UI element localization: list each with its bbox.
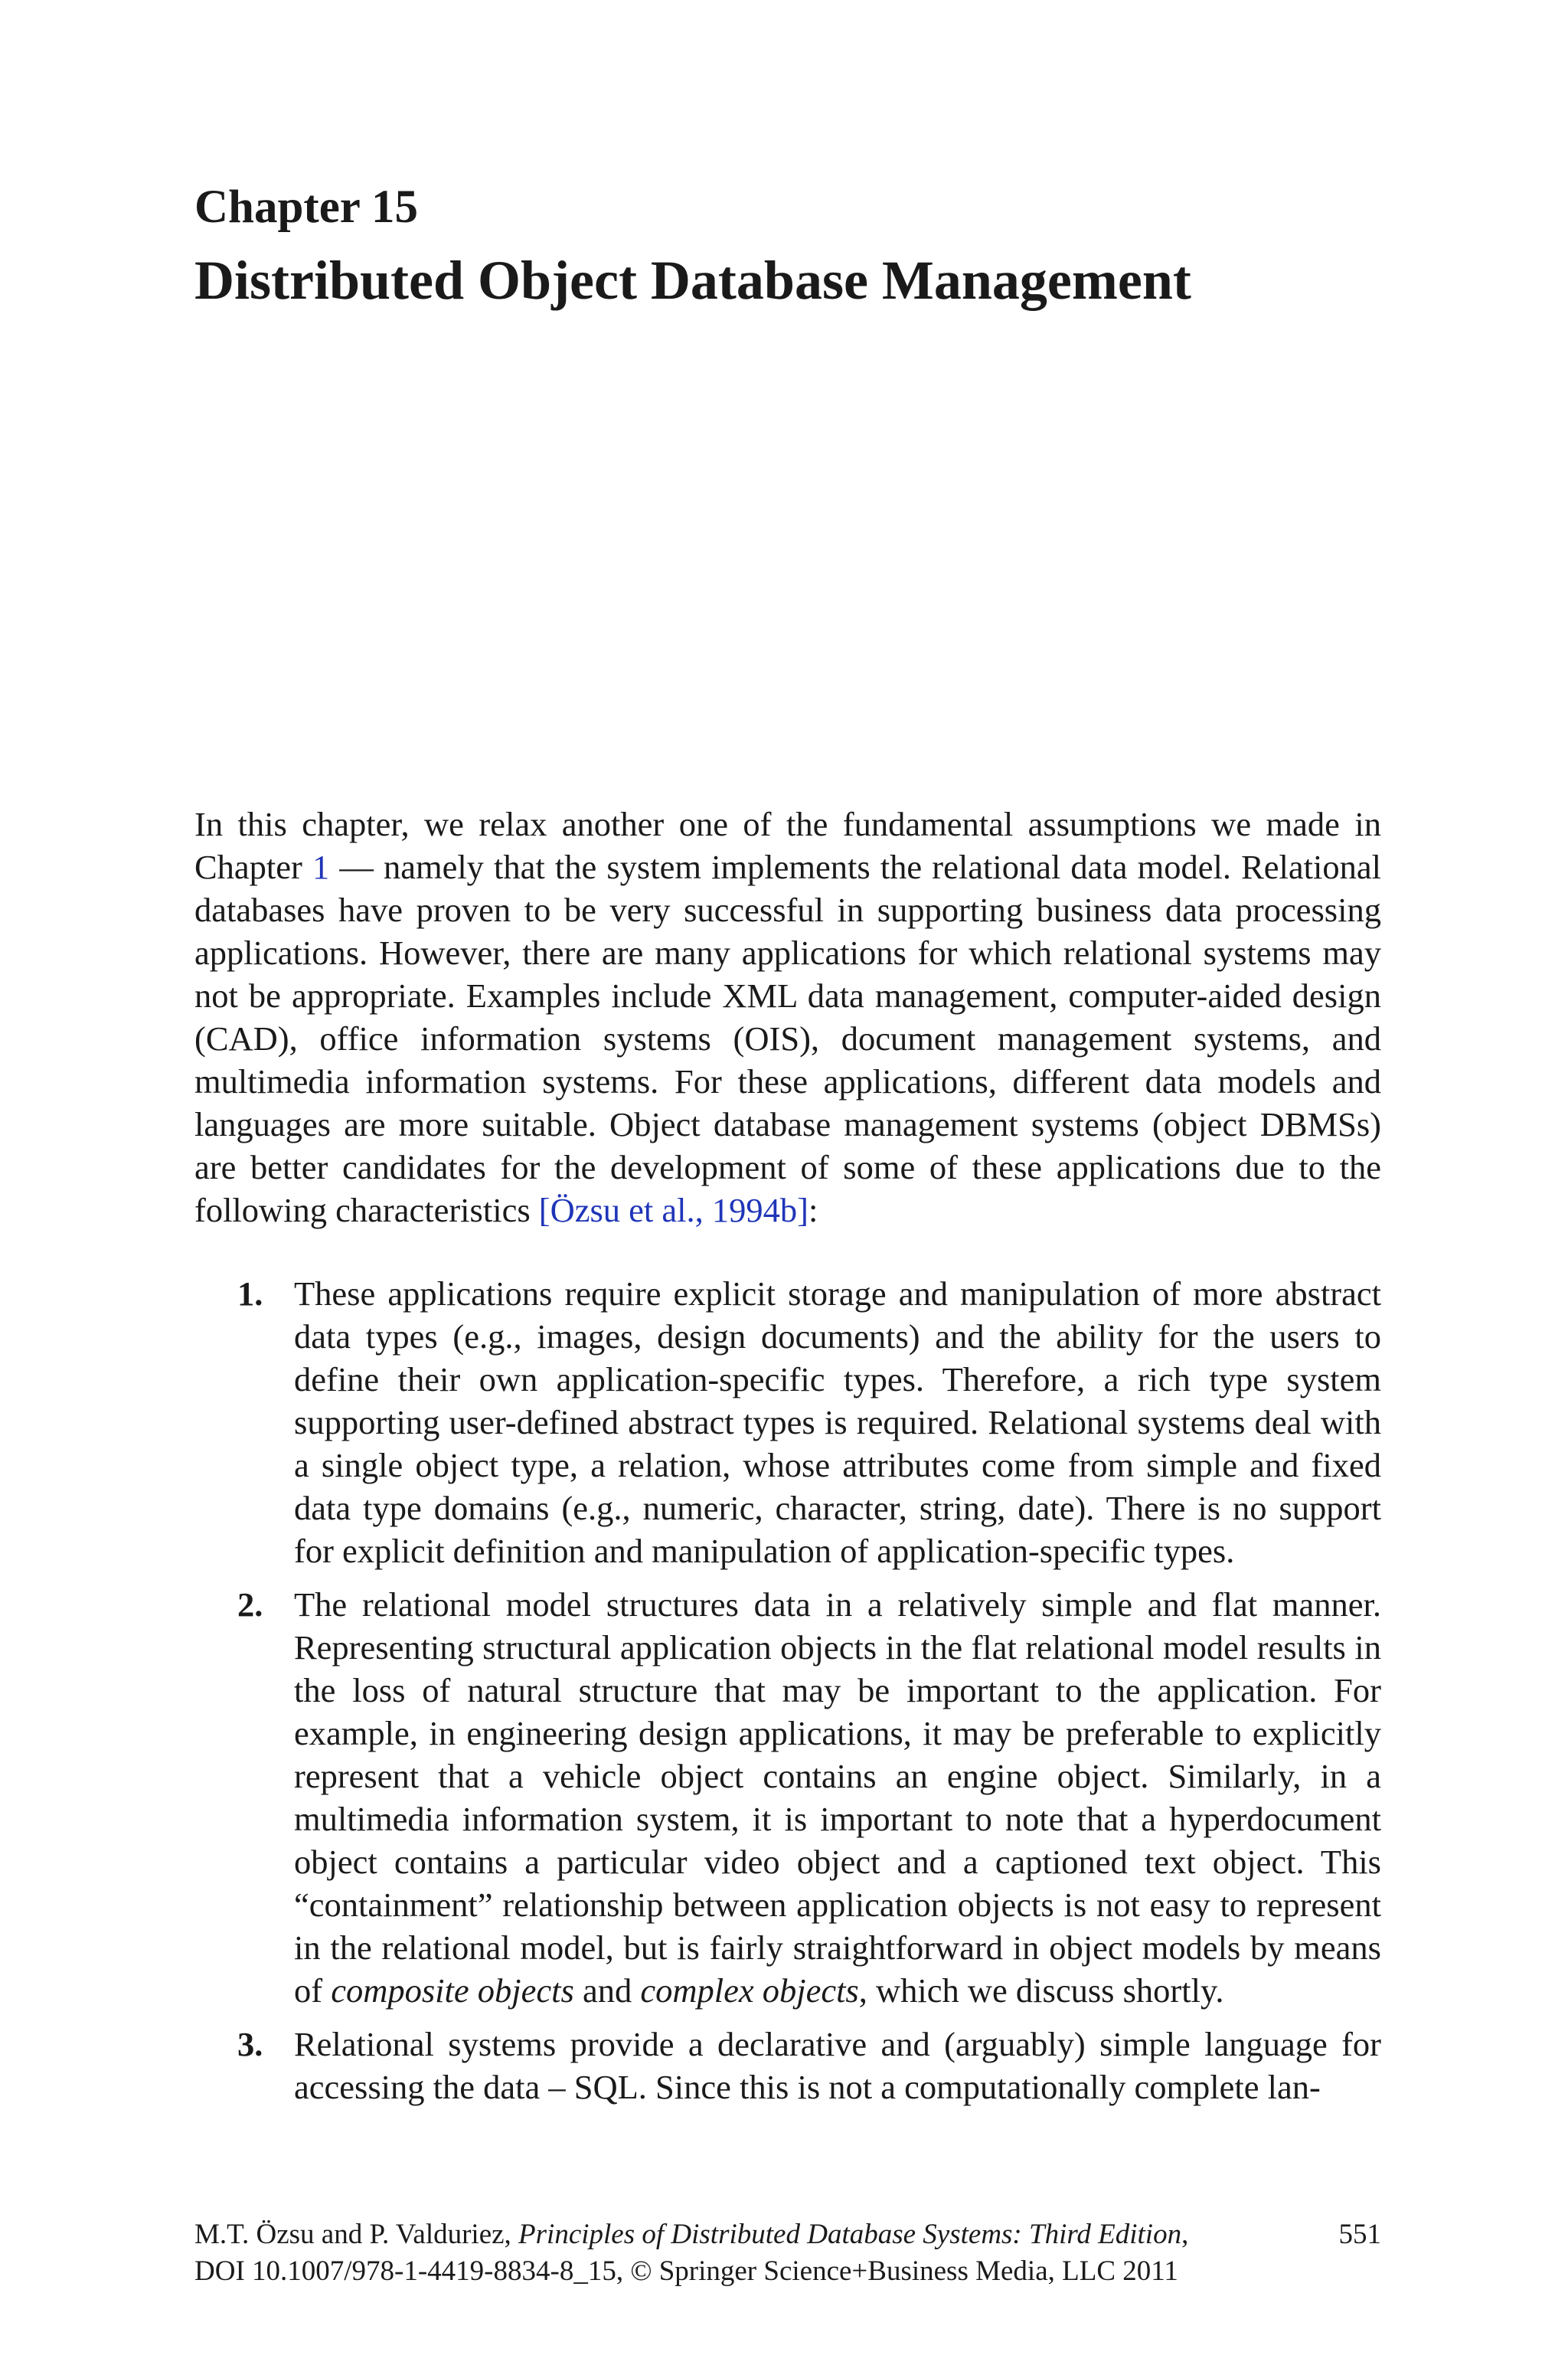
page-footer (194, 2216, 1381, 2290)
emphasis-composite-objects: composite objects (331, 1971, 574, 2010)
chapter-number: Chapter 15 (194, 182, 419, 233)
list-item-text: and (573, 1971, 641, 2010)
intro-paragraph (194, 803, 1381, 1232)
list-marker: 3. (237, 2025, 263, 2063)
emphasis-complex-objects: complex objects (640, 1971, 859, 2010)
footer-citation-line (194, 2216, 1381, 2253)
footer-authors: M.T. Özsu and P. Valduriez, (194, 2219, 519, 2250)
intro-text-1: In this chapter, we relax another one of the fundamental assumptions we made in Chapter (194, 805, 1381, 886)
characteristics-list (194, 1272, 1381, 2119)
list-item (194, 1583, 1381, 2012)
list-item-text: These applications require explicit storage and manipulation of more abstract data types (e.g., images, design documents) and the ability for the users to define their own application-specific types. Therefore, a rich type system supporting user-defined abstract types is required. Relational systems deal with a single object type, a relation, whose attributes come from simple and fixed data type domains (e.g., numeric, character, string, date). There is no support for explicit definition and manipulation of application-specific types. (294, 1274, 1381, 1570)
intro-text-3: : (808, 1191, 818, 1229)
list-item-text: Relational systems provide a declarative and (arguably) simple language for accessing the data – SQL. Since this is not a computationally complete lan- (294, 2025, 1381, 2106)
chapter-1-link[interactable]: 1 (312, 848, 330, 886)
footer-book-title: Principles of Distributed Database Systems: Third Edition (518, 2219, 1182, 2250)
list-item-text: , which we discuss shortly. (858, 1971, 1224, 2010)
list-item-text: The relational model structures data in a relatively simple and flat manner. Representing structural application objects in the flat relational model results in the loss of natural structure that may be important to the application. For example, in engineering design applications, it may be preferable to explicitly represent that a vehicle object contains an engine object. Similarly, in a multimedia information system, it is important to note that a hyperdocument object contains a particular video object and a captioned text object. This “containment” relationship between application objects is not easy to represent in the relational model, but is fairly straightforward in object models by means of (294, 1585, 1381, 2010)
footer-comma: , (1181, 2219, 1189, 2250)
list-marker: 2. (237, 1585, 263, 1624)
list-item (194, 2023, 1381, 2108)
footer-doi: DOI 10.1007/978-1-4419-8834-8_15, © Springer Science+Business Media, LLC 2011 (194, 2255, 1178, 2287)
list-marker: 1. (237, 1274, 263, 1313)
citation-link[interactable]: [Özsu et al., 1994b] (538, 1191, 808, 1229)
page-number: 551 (1338, 2219, 1381, 2250)
chapter-title: Distributed Object Database Management (194, 250, 1191, 311)
list-item (194, 1272, 1381, 1572)
intro-text-2: — namely that the system implements the relational data model. Relational databases have proven to be very successful in supporting business data processing applications. However, there are many applications for which relational systems may not be appropriate. Examples include XML data management, computer-aided design (CAD), office information systems (OIS), document management systems, and multimedia information systems. For these applications, different data models and languages are more suitable. Object database management systems (object DBMSs) are better candidates for the development of some of these applications due to the following characteristics (194, 848, 1381, 1229)
